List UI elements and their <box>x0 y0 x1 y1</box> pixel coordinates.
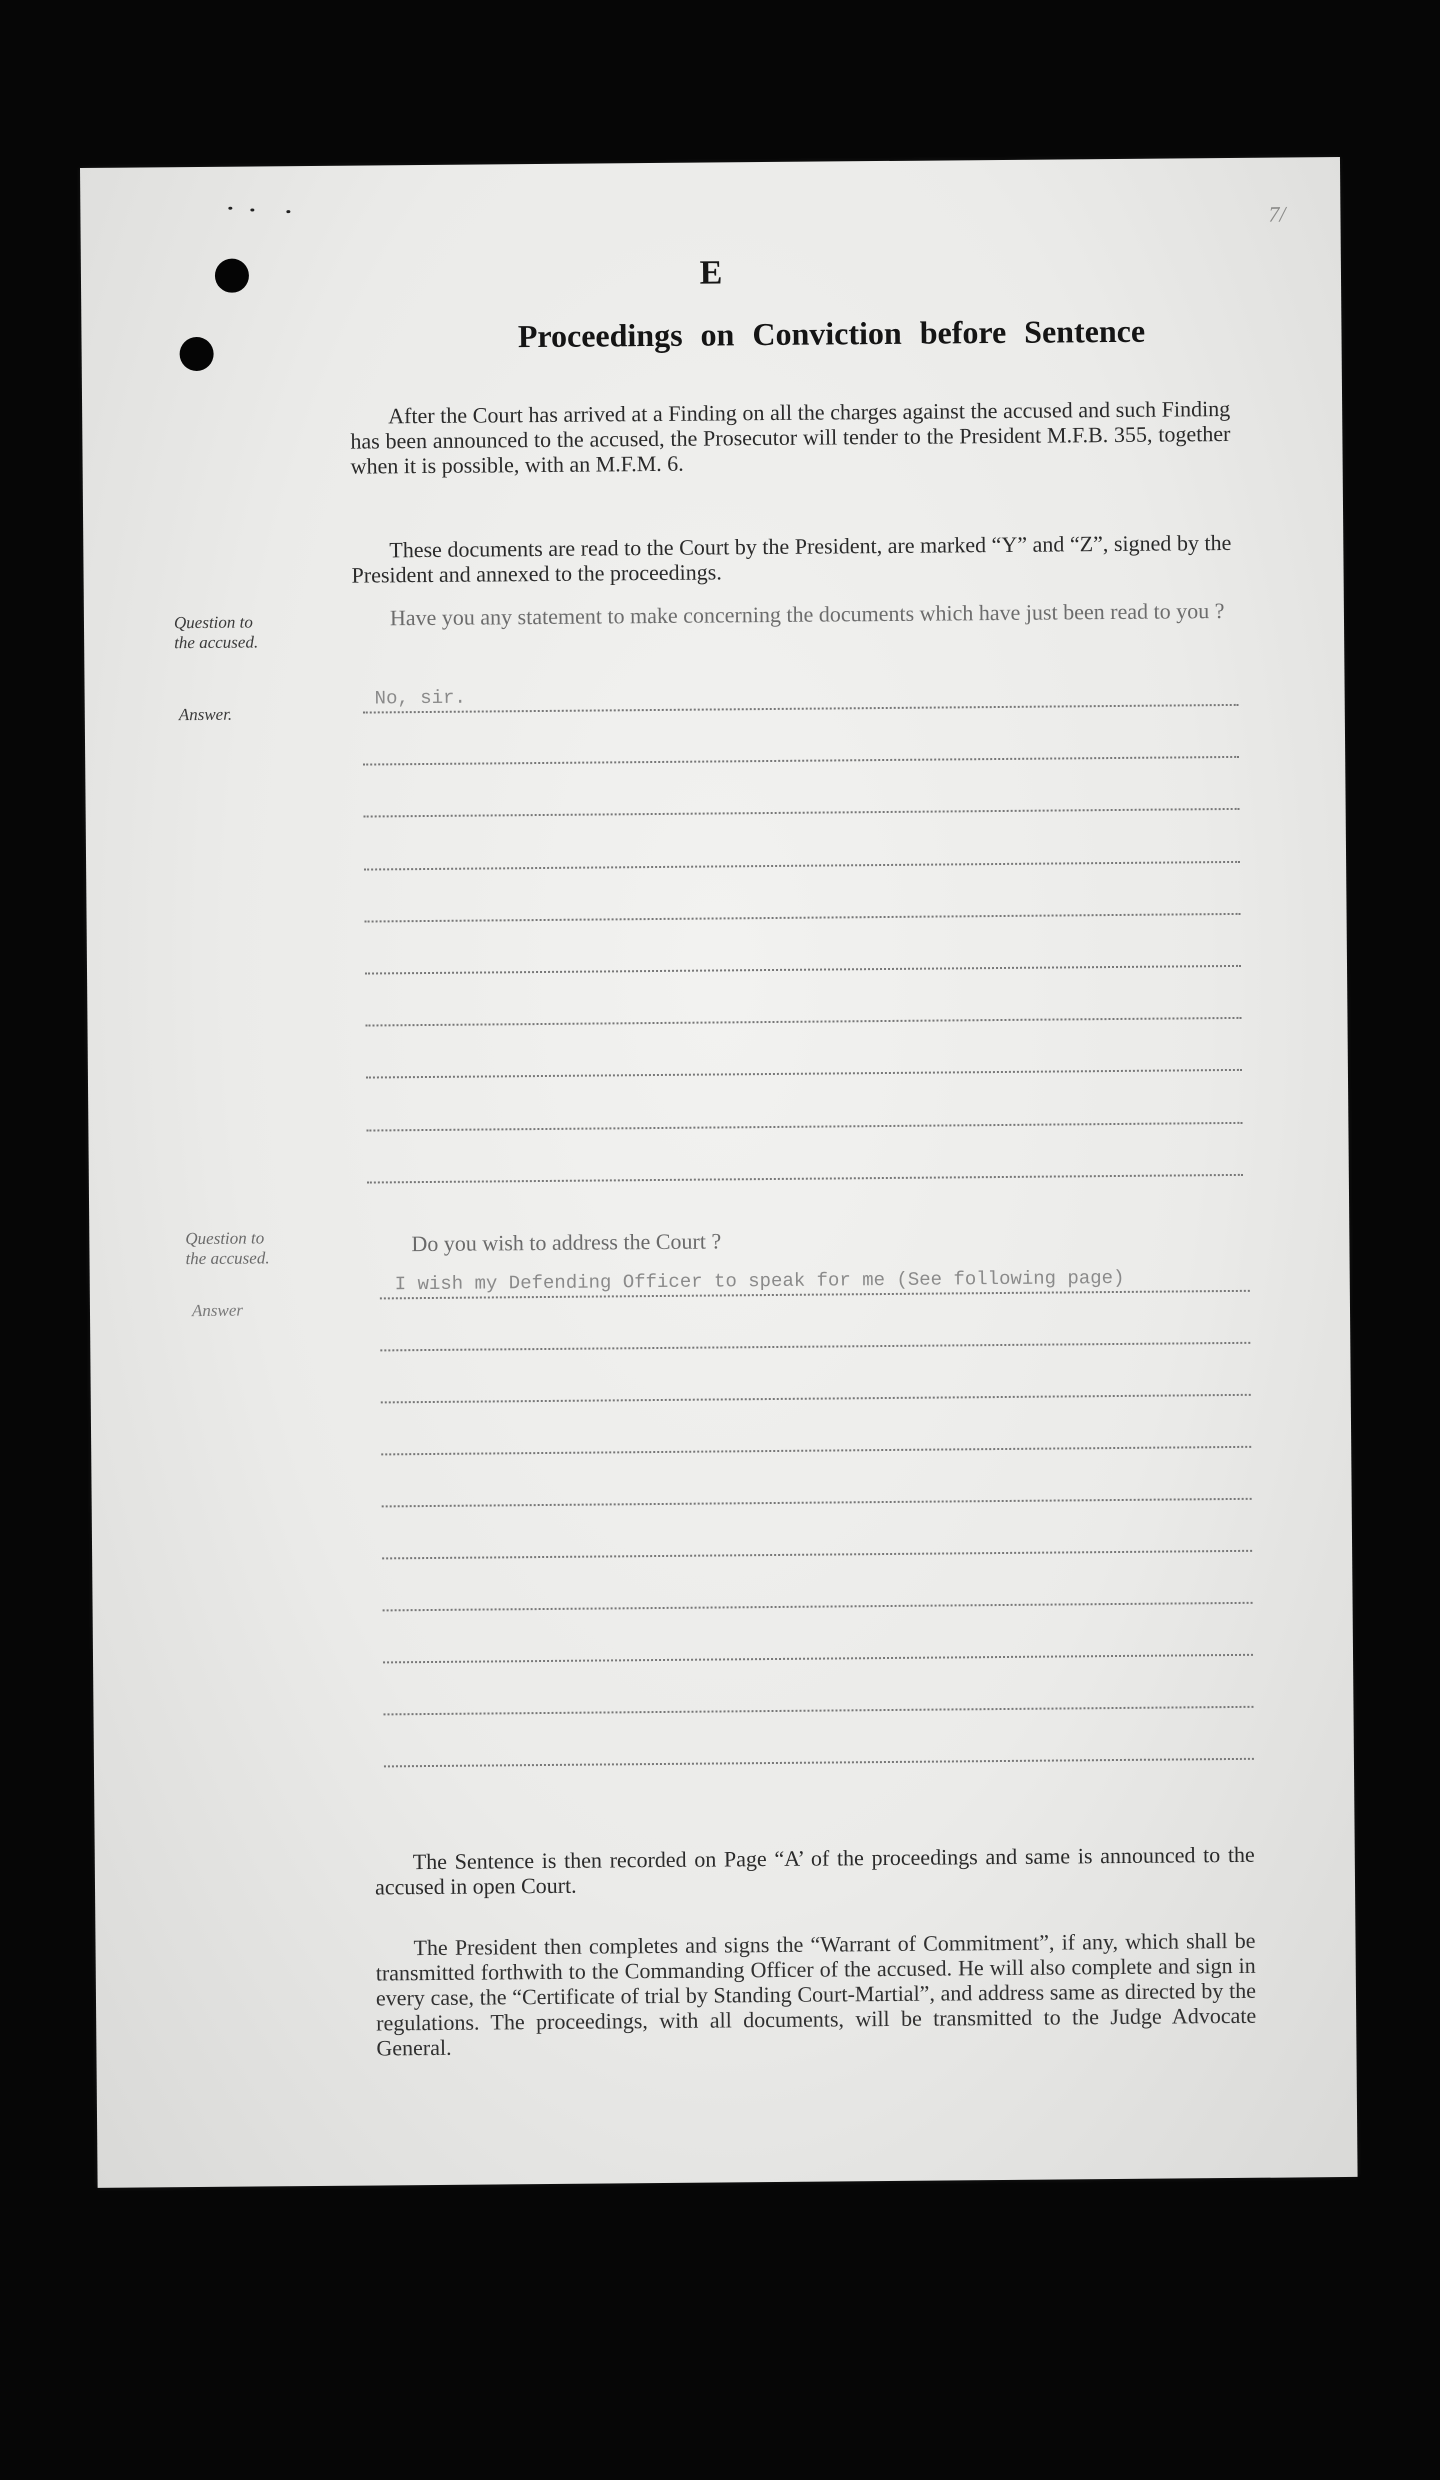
answer-line <box>367 1174 1243 1184</box>
answer-line <box>382 1550 1252 1560</box>
answer-line <box>383 1654 1253 1664</box>
answer-line <box>383 1602 1253 1612</box>
closing-paragraph: The President then completes and signs the “Warrant of Commitment”, if any, which shall be transmitted forthwith to the Commanding Officer of the accused. He will also complete and sign in every case, the “Certificate of trial by Standing Court-Martial”, and address same as directed by the regulations. The proceedings, with all documents, will be transmitted to the Judge Advocate General. <box>375 1927 1257 2061</box>
answer-text: No, sir. <box>374 686 466 710</box>
page-title: Proceedings on Conviction before Sentence <box>517 312 1146 355</box>
answer-line <box>366 1121 1242 1131</box>
answer-line <box>382 1498 1252 1508</box>
answer-text: I wish my Defending Officer to speak for me (See following page) <box>394 1266 1125 1296</box>
answer-line <box>380 1342 1250 1352</box>
question-text: Do you wish to address the Court ? <box>411 1228 722 1257</box>
ink-speck <box>228 207 232 210</box>
ink-speck <box>286 210 290 213</box>
answer-line <box>364 860 1240 870</box>
answer-line <box>363 756 1239 766</box>
answer-line <box>363 704 1239 714</box>
margin-label-answer: Answer <box>191 1300 244 1321</box>
margin-label-question: Question to the accused. <box>185 1228 270 1269</box>
closing-paragraph: The Sentence is then recorded on Page “A’ of the proceedings and same is announced to the accused in open Court. <box>374 1841 1255 1900</box>
intro-paragraph: These documents are read to the Court by the President, are marked “Y” and “Z”, signed by the President and annexed to the proceedings. <box>351 529 1232 588</box>
answer-line <box>384 1758 1254 1768</box>
answer-line <box>364 808 1240 818</box>
answer-line <box>365 913 1241 923</box>
answer-line <box>365 965 1241 975</box>
margin-label-answer: Answer. <box>178 704 233 725</box>
page-number: 7/ <box>1268 201 1286 227</box>
document-page <box>80 157 1358 2188</box>
answer-line <box>383 1706 1253 1716</box>
ink-speck <box>250 208 254 211</box>
question-text: Have you any statement to make concerning the documents which have just been read to you ? <box>389 598 1225 631</box>
punch-hole <box>179 337 213 371</box>
answer-line <box>381 1394 1251 1404</box>
margin-label-question: Question to the accused. <box>173 612 259 653</box>
answer-line <box>366 1069 1242 1079</box>
answer-lines <box>80 157 1340 168</box>
intro-paragraph: After the Court has arrived at a Finding on all the charges against the accused and such Finding has been announced to the accused, the Prosecutor will tender to the President M.F.B. 355, together when it is possible, with an M.F.M. 6. <box>350 395 1231 479</box>
answer-lines <box>80 157 1340 168</box>
answer-line <box>365 1017 1241 1027</box>
answer-line <box>381 1446 1251 1456</box>
section-letter: E <box>699 254 723 292</box>
